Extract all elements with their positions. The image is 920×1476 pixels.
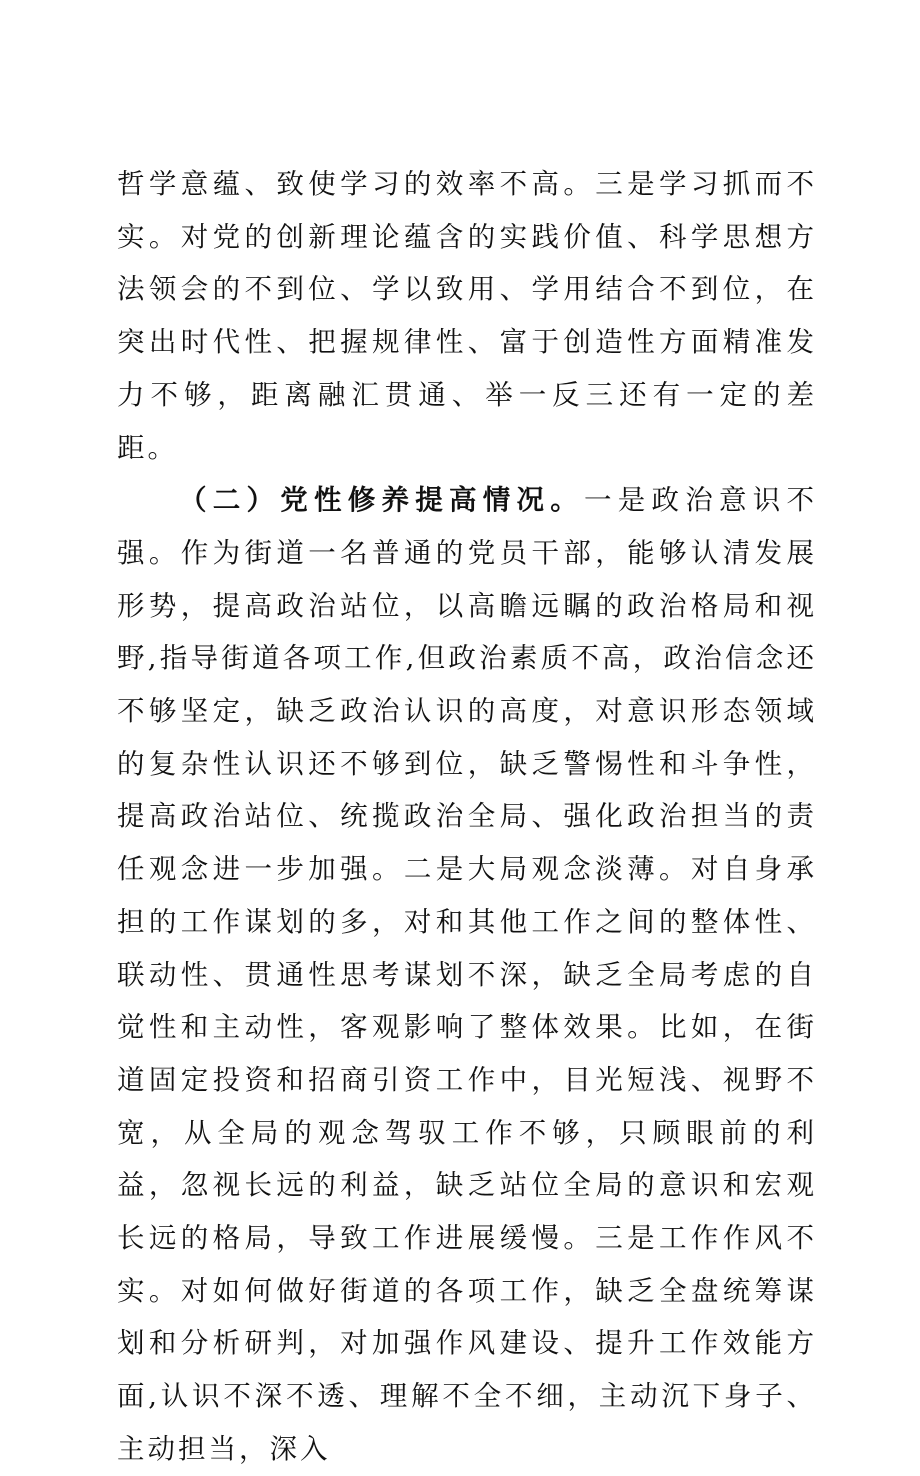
paragraph-study-continuation [117, 158, 817, 474]
document-body [117, 158, 817, 1476]
section-heading: （二）党性修养提高情况。 [179, 484, 584, 517]
paragraph-text: 哲学意蕴、致使学习的效率不高。三是学习抓而不实。对党的创新理论蕴含的实践价值、科学思想方法领会的不到位、学以致用、学用结合不到位，在突出时代性、把握规律性、富于创造性方面精准发力不够，距离融汇贯通、举一反三还有一定的差距。 [117, 168, 817, 464]
paragraph-party-spirit [117, 474, 817, 1475]
paragraph-text: 一是政治意识不强。作为街道一名普通的党员干部，能够认清发展形势，提高政治站位，以高瞻远瞩的政治格局和视野,指导街道各项工作,但政治素质不高，政治信念还不够坚定，缺乏政治认识的高度，对意识形态领域的复杂性认识还不够到位，缺乏警惕性和斗争性，提高政治站位、统揽政治全局、强化政治担当的责任观念进一步加强。二是大局观念淡薄。对自身承担的工作谋划的多，对和其他工作之间的整体性、联动性、贯通性思考谋划不深，缺乏全局考虑的自觉性和主动性，客观影响了整体效果。比如，在街道固定投资和招商引资工作中，目光短浅、视野不宽，从全局的观念驾驭工作不够，只顾眼前的利益，忽视长远的利益，缺乏站位全局的意识和宏观长远的格局，导致工作进展缓慢。三是工作作风不实。对如何做好街道的各项工作，缺乏全盘统筹谋划和分析研判，对加强作风建设、提升工作效能方面,认识不深不透、理解不全不细，主动沉下身子、主动担当，深入 [117, 484, 817, 1465]
